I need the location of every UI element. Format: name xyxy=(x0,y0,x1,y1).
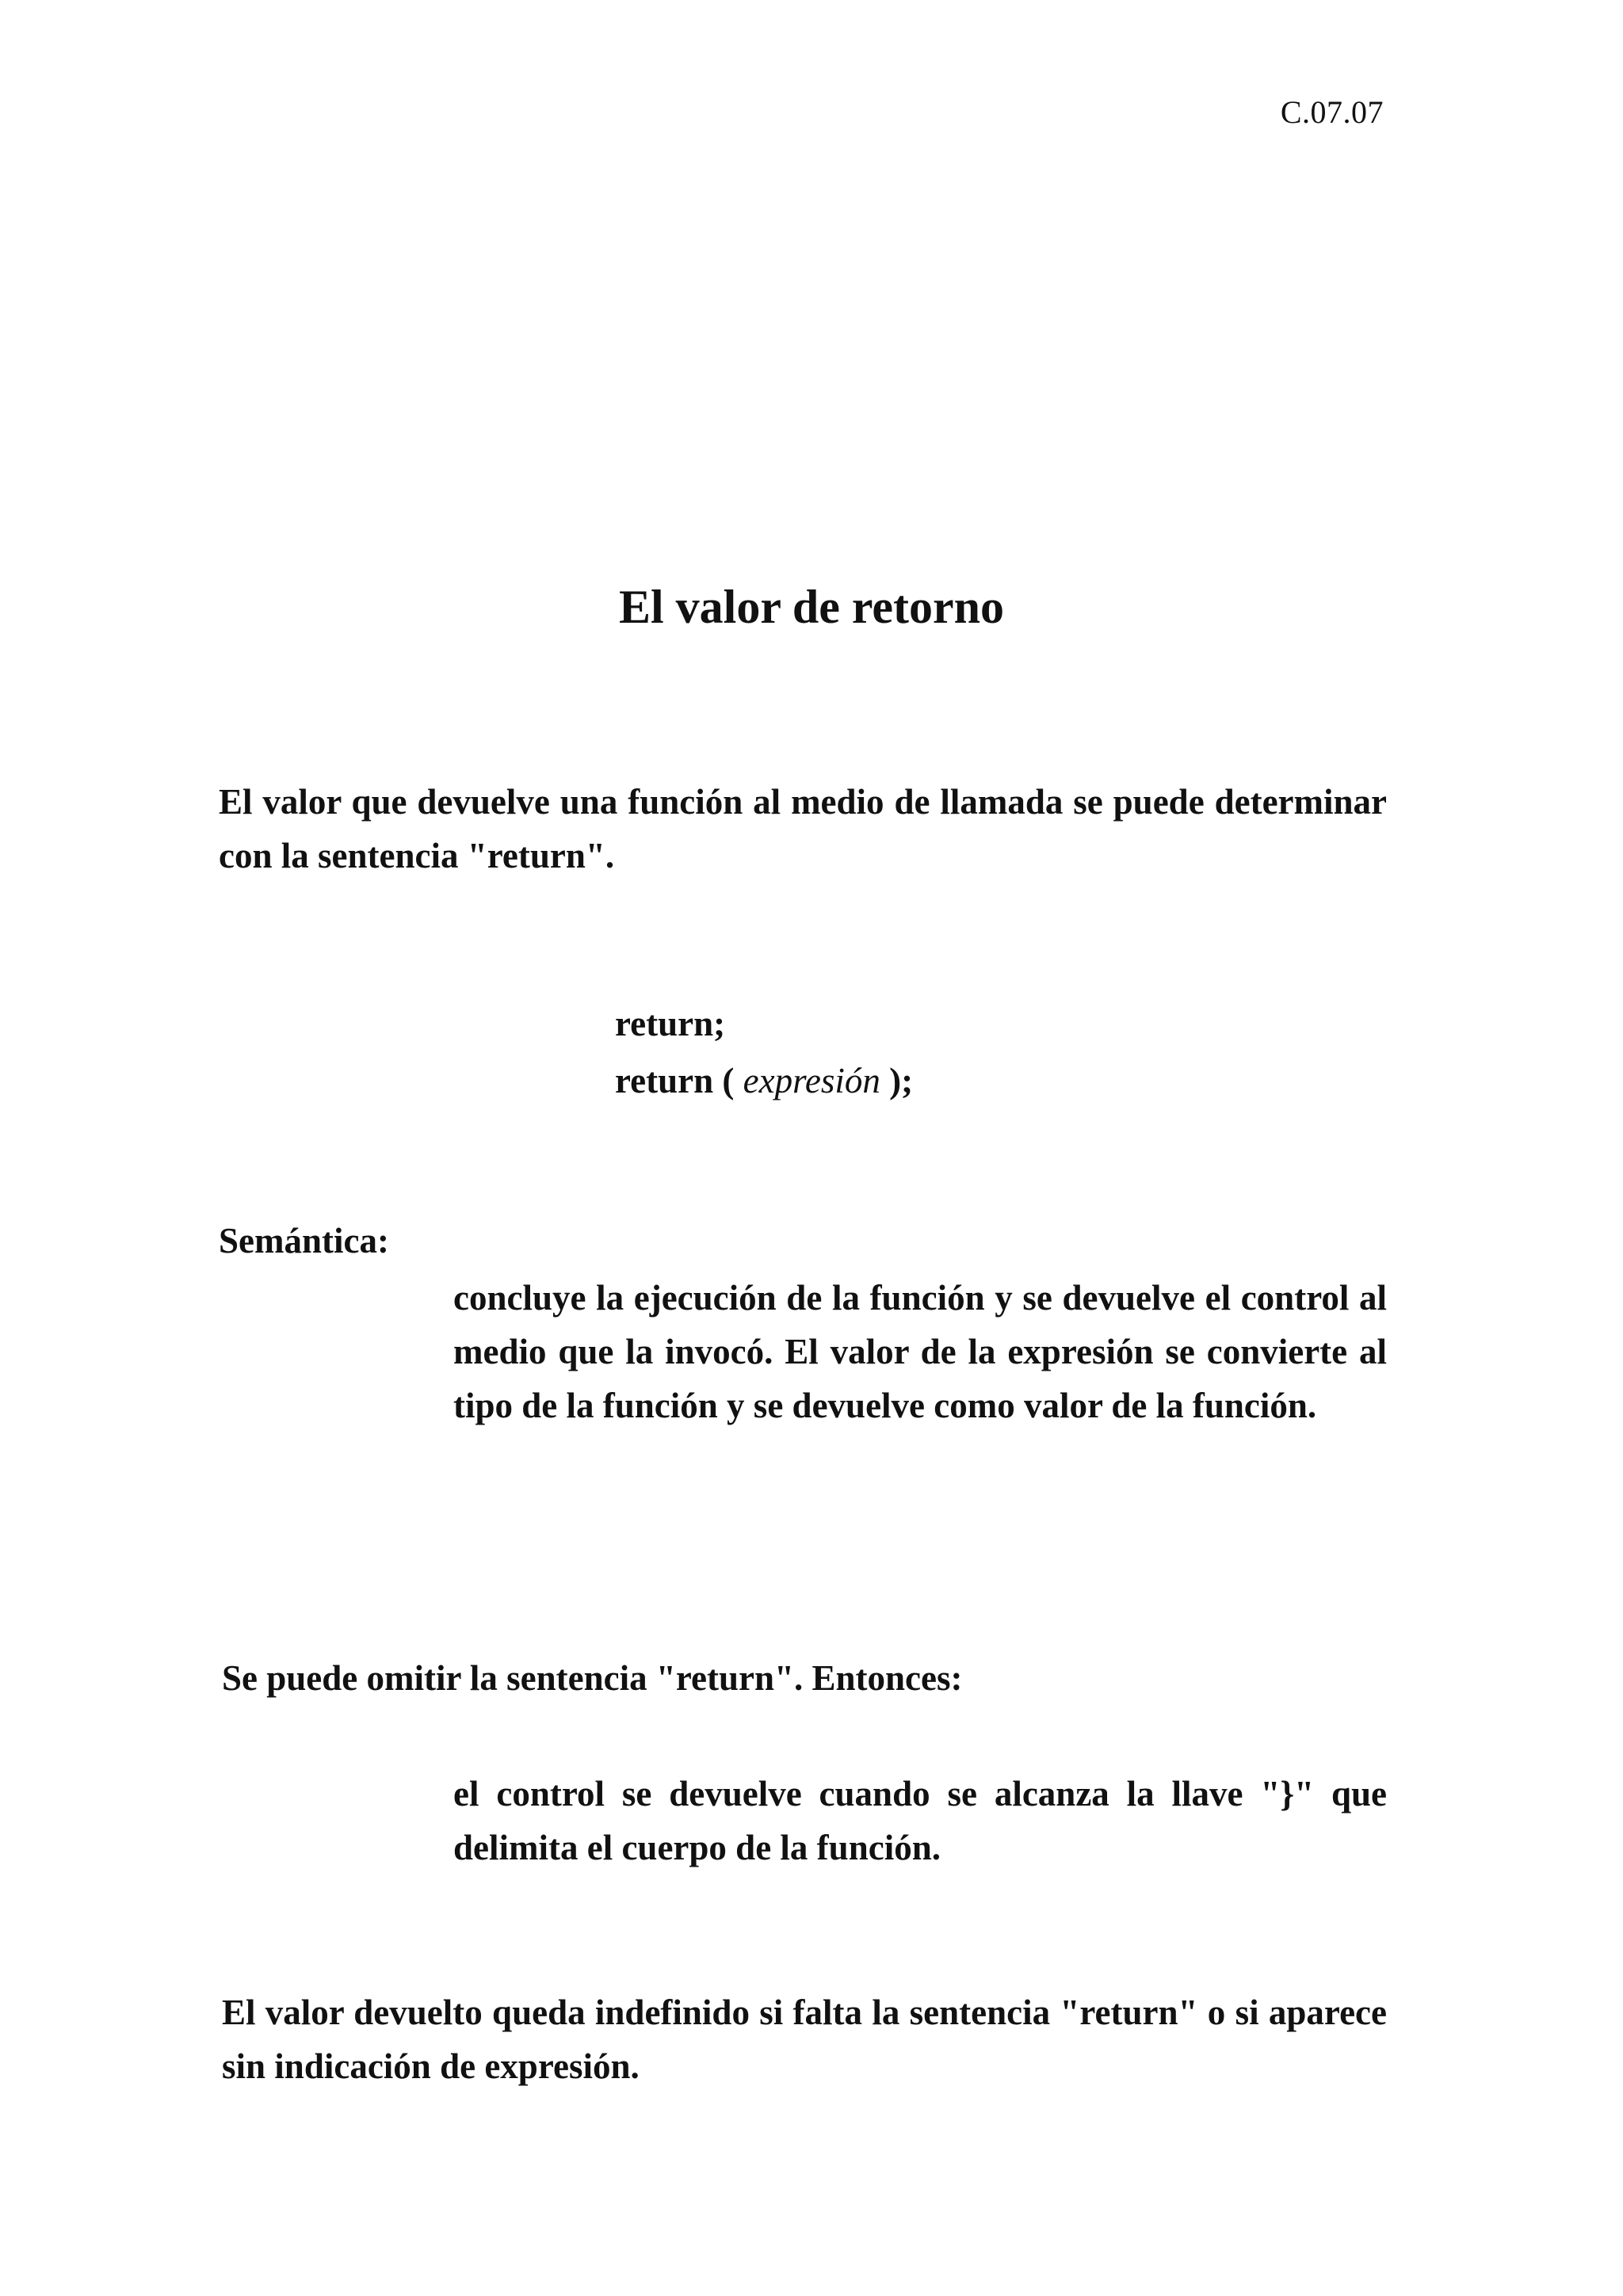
omit-label: Se puede omitir la sentencia "return". Entonces: xyxy=(222,1658,963,1698)
page-title: El valor de retorno xyxy=(618,581,1005,633)
syntax-expression-placeholder: expresión xyxy=(743,1061,880,1100)
semantics-label: Semántica: xyxy=(219,1221,389,1261)
final-paragraph: El valor devuelto queda indefinido si falta la sentencia "return" o si aparece sin indicación de expresión. xyxy=(222,1993,1387,2086)
syntax-line-2 xyxy=(615,1052,913,1109)
syntax-line-2-prefix: return ( xyxy=(615,1061,743,1100)
omit-paragraph: el control se devuelve cuando se alcanza la llave "}" que delimita el cuerpo de la función. xyxy=(453,1774,1387,1867)
semantics-paragraph: concluye la ejecución de la función y se devuelve el control al medio que la invocó. El valor de la expresión se convierte al tipo de la función y se devuelve como valor de la función. xyxy=(453,1278,1387,1425)
intro-paragraph: El valor que devuelve una función al medio de llamada se puede determinar con la sentencia "return". xyxy=(219,782,1387,875)
syntax-block xyxy=(615,995,913,1109)
syntax-line-2-suffix: ); xyxy=(880,1061,914,1100)
page-code: C.07.07 xyxy=(1280,94,1384,130)
syntax-line-1: return; xyxy=(615,1004,726,1043)
